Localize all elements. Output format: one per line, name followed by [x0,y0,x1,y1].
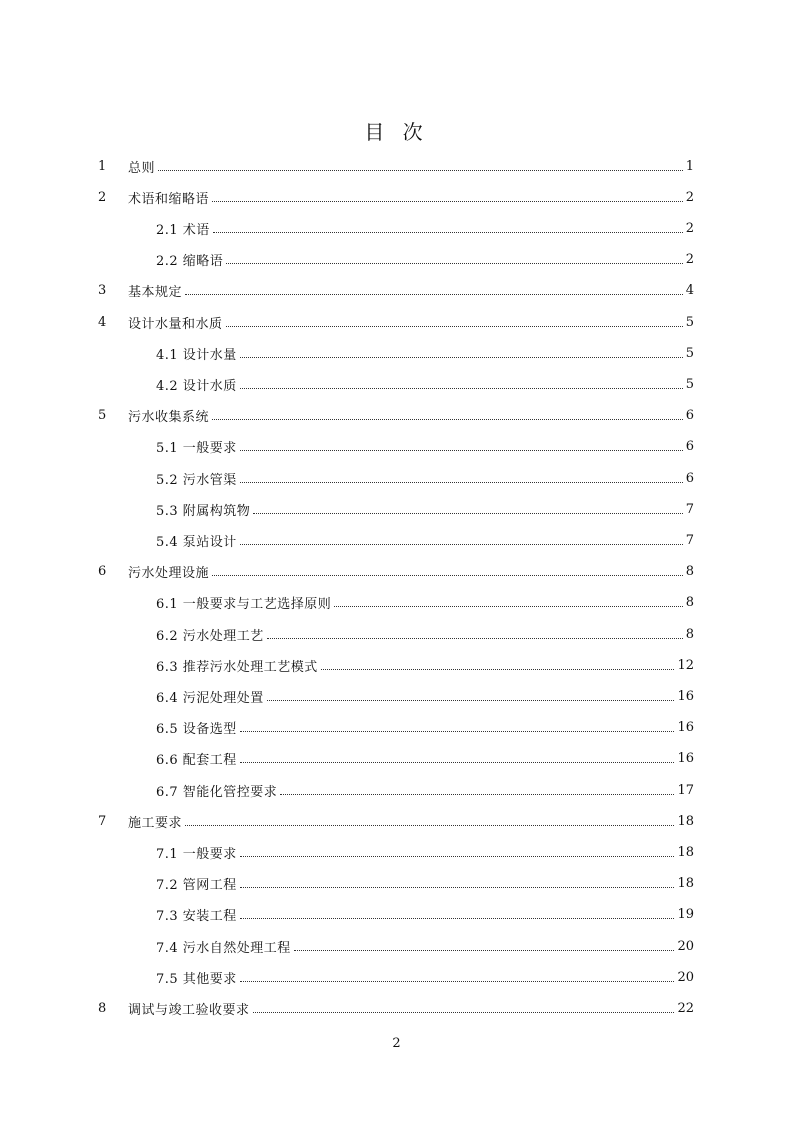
toc-entry[interactable] [98,994,694,1022]
toc-entry-page: 8 [685,564,694,580]
toc-entry[interactable] [98,402,694,430]
toc-entry-label: 术语和缩略语 [128,191,210,207]
toc-entry[interactable] [98,714,694,742]
toc-entry[interactable] [98,277,694,305]
toc-entry-page: 16 [677,688,694,704]
toc-entry[interactable] [98,152,694,180]
toc-entry-number: 8 [98,1000,107,1016]
toc-entry-number: 2 [98,189,107,205]
toc-entry[interactable] [98,370,694,398]
toc-entry-page: 1 [685,158,694,174]
toc-entry-page: 18 [677,813,694,829]
toc-entry-label: 2.2 缩略语 [156,254,224,270]
dot-leader [185,294,683,295]
toc-entry[interactable] [98,932,694,960]
toc-entry-page: 19 [677,907,694,923]
toc-entry[interactable] [98,464,694,492]
toc-entry-label: 7.3 安装工程 [156,909,237,925]
toc-entry-page: 5 [685,314,694,330]
dot-leader [240,388,683,389]
toc-entry-label: 施工要求 [128,815,183,831]
toc-entry-page: 18 [677,876,694,892]
toc-entry-label: 4.1 设计水量 [156,347,237,363]
toc-entry-page: 5 [685,376,694,392]
toc-entry-number: 5 [98,408,107,424]
dot-leader [240,731,675,732]
toc-entry-number: 7 [98,813,107,829]
toc-entry-label: 6.1 一般要求与工艺选择原则 [156,597,332,613]
toc-entry[interactable] [98,620,694,648]
dot-leader [240,918,675,919]
toc-entry[interactable] [98,682,694,710]
dot-leader [212,575,683,576]
toc-entry-label: 7.2 管网工程 [156,878,237,894]
toc-entry-page: 16 [677,751,694,767]
toc-entry-page: 20 [677,969,694,985]
dot-leader [240,856,675,857]
toc-entry-label: 7.4 污水自然处理工程 [156,940,291,956]
toc-entry[interactable] [98,308,694,336]
toc-entry[interactable] [98,901,694,929]
toc-entry-label: 5.1 一般要求 [156,441,237,457]
dot-leader [253,1012,675,1013]
toc-entry-label: 总则 [128,160,156,176]
toc-entry-label: 7.5 其他要求 [156,971,237,987]
dot-leader [240,482,683,483]
toc-entry-label: 2.1 术语 [156,222,210,238]
toc-entry-page: 5 [685,345,694,361]
toc-entry[interactable] [98,183,694,211]
toc-entry[interactable] [98,433,694,461]
toc-entry[interactable] [98,339,694,367]
toc-entry-page: 17 [677,782,694,798]
toc-entry-label: 5.2 污水管渠 [156,472,237,488]
toc-entry-page: 16 [677,720,694,736]
toc-entry-page: 8 [685,626,694,642]
toc-entry-page: 4 [685,283,694,299]
dot-leader [240,981,675,982]
dot-leader [240,544,683,545]
toc-entry-label: 基本规定 [128,285,183,301]
toc-entry-page: 20 [677,938,694,954]
dot-leader [212,201,683,202]
dot-leader [280,794,674,795]
toc-entry-page: 18 [677,844,694,860]
toc-entry-page: 2 [685,252,694,268]
toc-entry-label: 设计水量和水质 [128,316,223,332]
dot-leader [253,513,682,514]
dot-leader [213,232,683,233]
toc-entry-label: 5.3 附属构筑物 [156,503,251,519]
dot-leader [267,638,683,639]
dot-leader [240,887,675,888]
dot-leader [321,669,675,670]
toc-entry-page: 2 [685,220,694,236]
toc-entry-number: 1 [98,158,107,174]
toc-entry-label: 6.2 污水处理工艺 [156,628,264,644]
toc-entry[interactable] [98,807,694,835]
dot-leader [294,950,675,951]
dot-leader [212,419,683,420]
page-number: 2 [392,1036,401,1051]
toc-entry-label: 6.4 污泥处理处置 [156,690,264,706]
toc-entry-page: 8 [685,595,694,611]
toc-entry[interactable] [98,495,694,523]
toc-entry[interactable] [98,838,694,866]
toc-entry-label: 6.3 推荐污水处理工艺模式 [156,659,318,675]
toc-entry-label: 4.2 设计水质 [156,378,237,394]
toc-entry-label: 调试与竣工验收要求 [128,1002,250,1018]
toc-entry[interactable] [98,870,694,898]
toc-entry-page: 12 [677,657,694,673]
toc-entry[interactable] [98,776,694,804]
toc-entry-label: 6.7 智能化管控要求 [156,784,278,800]
dot-leader [240,357,683,358]
toc-entry[interactable] [98,526,694,554]
dot-leader [240,762,675,763]
toc-entry-page: 6 [685,439,694,455]
toc-entry-label: 5.4 泵站设计 [156,534,237,550]
dot-leader [226,326,683,327]
page-title: 目 次 [364,120,429,144]
toc-entry-page: 6 [685,470,694,486]
toc-entry-page: 7 [685,532,694,548]
toc-entry-page: 7 [685,501,694,517]
dot-leader [226,263,682,264]
toc-entry-label: 6.5 设备选型 [156,722,237,738]
toc-entry-number: 4 [98,314,107,330]
toc-entry[interactable] [98,246,694,274]
toc-entry[interactable] [98,214,694,242]
dot-leader [334,606,682,607]
dot-leader [267,700,675,701]
toc-entry[interactable] [98,745,694,773]
toc-entry-number: 3 [98,283,107,299]
dot-leader [240,450,683,451]
toc-entry[interactable] [98,558,694,586]
toc-entry-label: 污水处理设施 [128,566,210,582]
toc-entry-page: 6 [685,408,694,424]
toc-entry[interactable] [98,589,694,617]
toc-entry-label: 6.6 配套工程 [156,753,237,769]
toc-entry-page: 2 [685,189,694,205]
dot-leader [158,170,683,171]
dot-leader [185,825,674,826]
toc-entry[interactable] [98,963,694,991]
toc-entry[interactable] [98,651,694,679]
toc-entry-label: 7.1 一般要求 [156,846,237,862]
toc-entry-number: 6 [98,564,107,580]
toc-entry-page: 22 [677,1000,694,1016]
toc-entry-label: 污水收集系统 [128,410,210,426]
